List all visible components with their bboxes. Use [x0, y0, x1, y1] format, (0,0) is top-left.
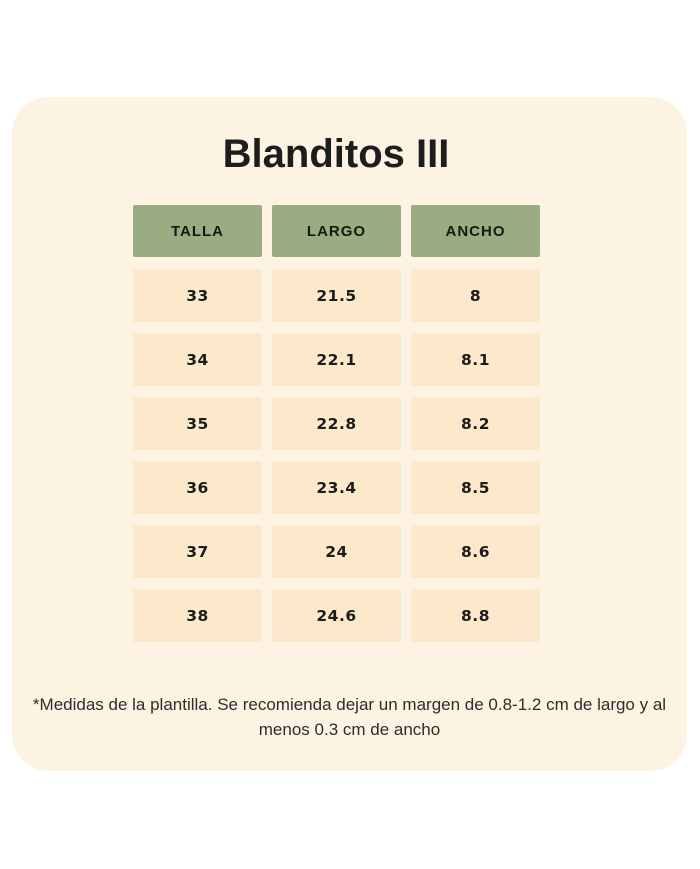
table-cell-talla-37: 37: [133, 525, 262, 578]
table-cell-ancho-35: 8.2: [411, 397, 540, 450]
table-cell-ancho-36: 8.5: [411, 461, 540, 514]
table-cell-talla-38: 38: [133, 589, 262, 642]
table-cell-ancho-38: 8.8: [411, 589, 540, 642]
table-cell-talla-35: 35: [133, 397, 262, 450]
header-cell-largo: LARGO: [272, 205, 401, 257]
table-cell-talla-33: 33: [133, 269, 262, 322]
table-cell-largo-33: 21.5: [272, 269, 401, 322]
table-cell-largo-36: 23.4: [272, 461, 401, 514]
measurement-footnote: *Medidas de la plantilla. Se recomienda dejar un margen de 0.8-1.2 cm de largo y al menos 0.3 cm de ancho: [32, 695, 667, 739]
size-chart-card: [12, 97, 687, 771]
product-title: Blanditos III: [222, 132, 450, 176]
table-cell-largo-35: 22.8: [272, 397, 401, 450]
table-cell-talla-36: 36: [133, 461, 262, 514]
table-cell-largo-34: 22.1: [272, 333, 401, 386]
table-cell-ancho-33: 8: [411, 269, 540, 322]
table-cell-largo-38: 24.6: [272, 589, 401, 642]
size-table: [133, 205, 540, 642]
header-cell-ancho: ANCHO: [411, 205, 540, 257]
table-cell-ancho-37: 8.6: [411, 525, 540, 578]
table-cell-ancho-34: 8.1: [411, 333, 540, 386]
header-cell-talla: TALLA: [133, 205, 262, 257]
table-cell-largo-37: 24: [272, 525, 401, 578]
table-cell-talla-34: 34: [133, 333, 262, 386]
